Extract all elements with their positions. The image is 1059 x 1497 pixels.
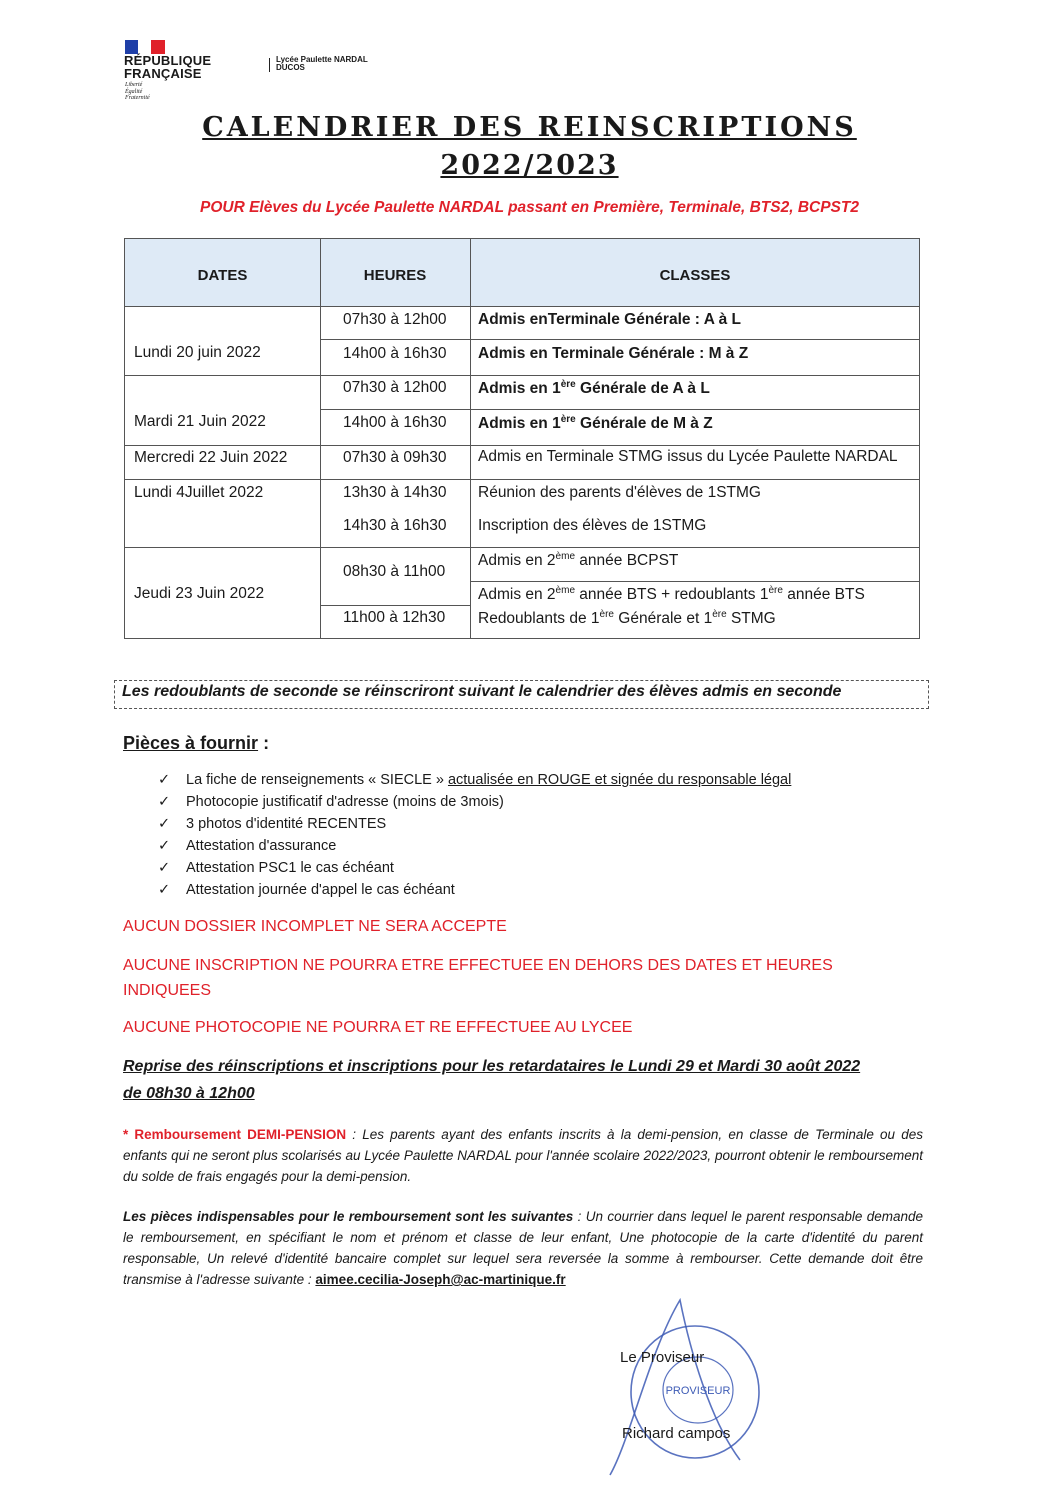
row-divider (125, 375, 919, 376)
motto (125, 82, 150, 102)
warning-incomplete: AUCUN DOSSIER INCOMPLET NE SERA ACCEPTE (123, 918, 507, 935)
email-link[interactable]: aimee.cecilia-Joseph@ac-martinique.fr (315, 1272, 566, 1287)
rf-line1: RÉPUBLIQUE (124, 53, 212, 68)
reprise-line1: Reprise des réinscriptions et inscriptions pour les retardataires le Lundi 29 et Mardi 30 août 2022 (123, 1058, 861, 1075)
header-classes: CLASSES (659, 267, 731, 284)
table-cell-hours: 13h30 à 14h30 (343, 484, 447, 501)
table-cell-class: Admis en 1ère Générale de A à L (478, 379, 710, 398)
table-cell-hours: 07h30 à 12h00 (343, 379, 447, 396)
table-cell-class: Admis en 2ème année BTS + redoublants 1ère année BTS (478, 585, 865, 604)
table-cell-hours: 07h30 à 09h30 (343, 449, 447, 466)
warning-dates-line1: AUCUNE INSCRIPTION NE POURRA ETRE EFFECTUEE EN DEHORS DES DATES ET HEURES (123, 957, 833, 974)
lycee-stamp (590, 1290, 780, 1490)
table-cell-class: Admis en Terminale STMG issus du Lycée Paulette NARDAL (478, 448, 898, 465)
signature-name: Richard campos (622, 1425, 731, 1442)
table-cell-hours: 14h00 à 16h30 (343, 414, 447, 431)
table-cell-hours: 11h00 à 12h30 (343, 609, 446, 626)
pieces-title: Pièces à fournir : (123, 733, 270, 753)
row-divider (125, 479, 919, 480)
row-divider (320, 409, 919, 410)
table-cell-date: Mercredi 22 Juin 2022 (134, 449, 288, 466)
col-divider (470, 239, 471, 638)
header-separator (269, 58, 270, 72)
lycee-name-line1: Lycée Paulette NARDAL (276, 55, 368, 64)
table-cell-date: Jeudi 23 Juin 2022 (134, 585, 265, 602)
page-subtitle: POUR Elèves du Lycée Paulette NARDAL passant en Première, Terminale, BTS2, BCPST2 (200, 199, 859, 216)
pieces-remboursement-paragraph: Les pièces indispensables pour le remboursement sont les suivantes : Un courrier dans lequel le parent responsable demande le remboursement, en spécifiant le nom et prénom et classe de leur enfant, Une photocopie de la carte d'identité du parent responsable, Un relevé d'identité bancaire complet sur lequel sera reversée la somme à rembourser. Cette demande doit être transmise à l'adresse suivante : aimee.cecilia-Joseph@ac-martinique.fr (123, 1209, 924, 1287)
table-cell-hours: 07h30 à 12h00 (343, 311, 447, 328)
check-icon: ✓ (158, 882, 171, 898)
table-cell-class: Admis enTerminale Générale : A à L (478, 311, 742, 328)
lycee-name-line2: DUCOS (276, 63, 305, 72)
list-item: ✓ La fiche de renseignements « SIECLE » actualisée en ROUGE et signée du responsable légal (158, 772, 792, 788)
list-item: ✓ 3 photos d'identité RECENTES (158, 816, 387, 832)
republique-francaise-logo (124, 54, 211, 80)
check-icon: ✓ (158, 860, 171, 876)
note-redoublants: Les redoublants de seconde se réinscriront suivant le calendrier des élèves admis en seconde (122, 683, 842, 700)
motto-fraternite: Fraternité (125, 95, 150, 101)
table-cell-hours: 14h00 à 16h30 (343, 345, 447, 362)
table-cell-class: Redoublants de 1ère Générale et 1ère STMG (478, 609, 776, 628)
list-item: ✓ Photocopie justificatif d'adresse (moins de 3mois) (158, 794, 504, 810)
reprise-line2: de 08h30 à 12h00 (123, 1085, 255, 1102)
list-item: ✓ Attestation PSC1 le cas échéant (158, 860, 394, 876)
row-divider (320, 339, 919, 340)
table-cell-date: Lundi 20 juin 2022 (134, 344, 261, 361)
row-divider (470, 581, 919, 582)
tricolor-flag-icon (125, 40, 165, 54)
page-title-year: 2022/2023 (440, 150, 619, 181)
table-cell-hours: 08h30 à 11h00 (343, 563, 446, 580)
table-cell-class: Réunion des parents d'élèves de 1STMG (478, 484, 761, 501)
table-cell-date: Mardi 21 Juin 2022 (134, 413, 266, 430)
check-icon: ✓ (158, 838, 171, 854)
list-item: ✓ Attestation d'assurance (158, 838, 337, 854)
check-icon: ✓ (158, 816, 171, 832)
table-cell-class: Admis en 2ème année BCPST (478, 551, 679, 570)
warning-photocopie: AUCUNE PHOTOCOPIE NE POURRA ET RE EFFECTUEE AU LYCEE (123, 1019, 633, 1036)
check-icon: ✓ (158, 772, 171, 788)
page-title: CALENDRIER DES REINSCRIPTIONS (202, 112, 857, 143)
header-heures: HEURES (363, 267, 427, 284)
list-item: ✓ Attestation journée d'appel le cas échéant (158, 882, 455, 898)
col-divider (320, 239, 321, 638)
header-dates: DATES (197, 267, 248, 284)
lycee-name (276, 56, 368, 72)
row-divider (125, 445, 919, 446)
check-icon: ✓ (158, 794, 171, 810)
schedule-table (124, 238, 920, 639)
warning-dates-line2: INDIQUEES (123, 982, 212, 999)
table-cell-date: Lundi 4Juillet 2022 (134, 484, 264, 501)
row-divider (125, 547, 919, 548)
rf-line2: FRANÇAISE (124, 66, 202, 81)
motto-liberte: Liberté (125, 82, 143, 88)
table-cell-class: Admis en Terminale Générale : M à Z (478, 345, 749, 362)
remboursement-paragraph: * Remboursement DEMI-PENSION : Les parents ayant des enfants inscrits à la demi-pension, en classe de Terminale ou des enfants qui ne seront plus scolarisés au Lycée Paulette NARDAL pour l'année scolaire 2022/2023, pourront obtenir le remboursement du solde de frais engagés pour la demi-pension. (123, 1127, 923, 1184)
signature-role: Le Proviseur (620, 1349, 705, 1366)
table-cell-hours: 14h30 à 16h30 (343, 517, 447, 534)
table-cell-class: Inscription des élèves de 1STMG (478, 517, 707, 534)
motto-egalite: Égalité (125, 88, 143, 95)
row-divider (320, 605, 470, 606)
stamp-center-text: PROVISEUR (665, 1385, 731, 1397)
table-cell-class: Admis en 1ère Générale de M à Z (478, 414, 713, 433)
